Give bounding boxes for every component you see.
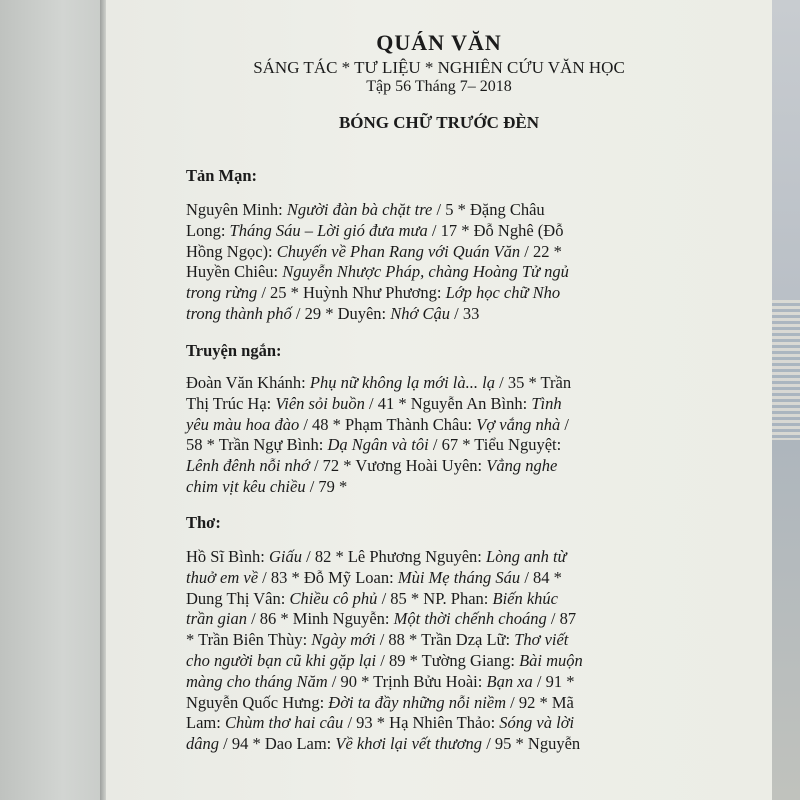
author-text: / 22 * xyxy=(520,241,562,261)
author-text: Hồ Sĩ Bình: xyxy=(186,547,269,566)
work-title: yêu màu hoa đào xyxy=(186,414,300,434)
author-text: / 33 xyxy=(449,303,480,323)
author-text: Đoàn Văn Khánh: xyxy=(186,373,310,392)
paragraph-tan-man xyxy=(186,200,606,325)
toc-line xyxy=(186,589,606,610)
toc-line xyxy=(186,283,606,304)
toc-line xyxy=(186,242,606,263)
author-text: / 41 * Nguyễn An Bình: xyxy=(364,393,532,413)
work-title: Lòng anh từ xyxy=(486,547,567,566)
work-title: Chiều cô phủ xyxy=(289,588,378,608)
toc-line xyxy=(186,415,606,436)
work-title: Sóng và lời xyxy=(499,713,575,733)
work-title: Bài muộn xyxy=(519,650,583,670)
toc-line xyxy=(186,477,606,498)
author-text: / 91 * xyxy=(532,671,575,691)
work-title: Dạ Ngân và tôi xyxy=(327,435,429,455)
toc-line xyxy=(186,394,606,415)
author-text: Dung Thị Vân: xyxy=(186,588,290,608)
author-text: / 94 * Dao Lam: xyxy=(219,734,336,754)
work-title: màng cho tháng Năm xyxy=(186,671,328,691)
author-text: / 86 * Minh Nguyễn: xyxy=(246,609,394,629)
toc-line xyxy=(186,713,606,734)
author-text: 58 * Trần Ngự Bình: xyxy=(186,435,328,455)
work-title: Viên sỏi buồn xyxy=(275,393,365,413)
heading-truyen-ngan: Truyện ngắn: xyxy=(186,341,282,360)
work-title: trong rừng xyxy=(186,283,258,303)
author-text: Huyền Chiêu: xyxy=(186,262,283,282)
background-left xyxy=(0,0,105,800)
author-text: / 87 xyxy=(546,609,577,629)
work-title: Lênh đênh nỗi nhớ xyxy=(186,456,310,476)
toc-line xyxy=(186,630,606,651)
work-title: Thơ viết xyxy=(514,630,569,650)
work-title: Vẳng nghe xyxy=(486,456,558,476)
heading-tho: Thơ: xyxy=(186,513,221,532)
toc-line xyxy=(186,651,606,672)
work-title: Chuyến về Phan Rang với Quán Văn xyxy=(276,241,521,261)
author-text: / 48 * Phạm Thành Châu: xyxy=(299,414,477,434)
toc-line xyxy=(186,734,606,755)
work-title: Giấu xyxy=(268,547,302,566)
heading-tan-man: Tản Mạn: xyxy=(186,166,258,185)
work-title: Đời ta đầy những nỗi niềm xyxy=(328,692,507,712)
author-text: / 89 * Tường Giang: xyxy=(376,650,520,670)
work-title: trần gian xyxy=(186,609,247,629)
author-text: / 85 * NP. Phan: xyxy=(377,588,493,608)
author-text: / 5 * Đặng Châu xyxy=(432,200,545,219)
author-text: / 93 * Hạ Nhiên Thảo: xyxy=(343,713,500,733)
work-title: Ngày mới xyxy=(311,630,376,650)
work-title: Mùi Mẹ tháng Sáu xyxy=(397,567,521,587)
book-page xyxy=(106,0,772,800)
toc-line xyxy=(186,435,606,456)
work-title: Biến khúc xyxy=(492,588,559,608)
work-title: Lớp học chữ Nho xyxy=(445,283,561,303)
author-text: * Trần Biên Thùy: xyxy=(186,630,312,650)
work-title: Về khơi lại vết thương xyxy=(335,734,483,754)
background-book-stack xyxy=(772,300,800,440)
author-text: / 72 * Vương Hoài Uyên: xyxy=(309,456,487,476)
toc-line xyxy=(186,693,606,714)
work-title: Tháng Sáu – Lời gió đưa mưa xyxy=(229,220,428,240)
author-text: / 82 * Lê Phương Nguyên: xyxy=(301,547,487,566)
author-text: / 67 * Tiểu Nguyệt: xyxy=(428,435,562,455)
work-title: Bạn xa xyxy=(486,671,533,691)
toc-line xyxy=(186,221,606,242)
author-text: Long: xyxy=(186,220,230,240)
author-text: / 35 * Trần xyxy=(494,373,572,392)
toc-line xyxy=(186,373,606,394)
author-text: / 25 * Huỳnh Như Phương: xyxy=(257,283,446,303)
author-text: / 83 * Đỗ Mỹ Loan: xyxy=(258,567,398,587)
work-title: Chùm thơ hai câu xyxy=(224,713,344,733)
author-text: Nguyên Minh: xyxy=(186,200,287,219)
author-text: / xyxy=(560,414,569,434)
author-text: / 92 * Mã xyxy=(506,692,574,712)
author-text: Lam: xyxy=(186,713,225,733)
author-text: / 95 * Nguyễn xyxy=(482,734,581,754)
journal-title: QUÁN VĂN xyxy=(376,30,502,55)
work-title: Vợ vắng nhà xyxy=(476,414,561,434)
toc-line xyxy=(186,456,606,477)
issue-info: Tập 56 Tháng 7– 2018 xyxy=(366,78,512,95)
author-text: Thị Trúc Hạ: xyxy=(186,393,276,413)
author-text: Nguyễn Quốc Hưng: xyxy=(186,692,329,712)
author-text: / 29 * Duyên: xyxy=(291,303,391,323)
work-title: trong thành phố xyxy=(186,303,292,323)
author-text: / 84 * xyxy=(520,567,562,587)
journal-subtitle: SÁNG TÁC * TƯ LIỆU * NGHIÊN CỨU VĂN HỌC xyxy=(253,58,625,77)
toc-line xyxy=(186,568,606,589)
work-title: dâng xyxy=(186,734,219,754)
work-title: Một thời chếnh choáng xyxy=(393,609,547,629)
paragraph-tho xyxy=(186,547,606,755)
work-title: Người đàn bà chặt tre xyxy=(286,200,433,219)
toc-line xyxy=(186,200,606,221)
toc-line xyxy=(186,304,606,325)
toc-line xyxy=(186,262,606,283)
work-title: cho người bạn cũ khi gặp lại xyxy=(186,650,377,670)
paragraph-truyen-ngan xyxy=(186,373,606,498)
author-text: / 17 * Đỗ Nghê (Đỗ xyxy=(427,220,564,240)
toc-line xyxy=(186,609,606,630)
work-title: Phụ nữ không lạ mới là... lạ xyxy=(309,373,495,392)
work-title: chim vịt kêu chiều xyxy=(186,476,306,496)
work-title: thuở em về xyxy=(186,567,259,587)
author-text: / 79 * xyxy=(305,476,348,496)
author-text: Hồng Ngọc): xyxy=(186,241,277,261)
work-title: Tình xyxy=(531,393,562,413)
section-title: BÓNG CHỮ TRƯỚC ĐÈN xyxy=(338,113,540,132)
work-title: Nguyễn Nhược Pháp, chàng Hoàng Tử ngủ xyxy=(282,262,569,282)
work-title: Nhớ Cậu xyxy=(390,303,450,323)
toc-line xyxy=(186,547,606,568)
toc-line xyxy=(186,672,606,693)
author-text: / 88 * Trần Dzạ Lữ: xyxy=(375,630,515,650)
author-text: / 90 * Trịnh Bửu Hoài: xyxy=(327,671,487,691)
